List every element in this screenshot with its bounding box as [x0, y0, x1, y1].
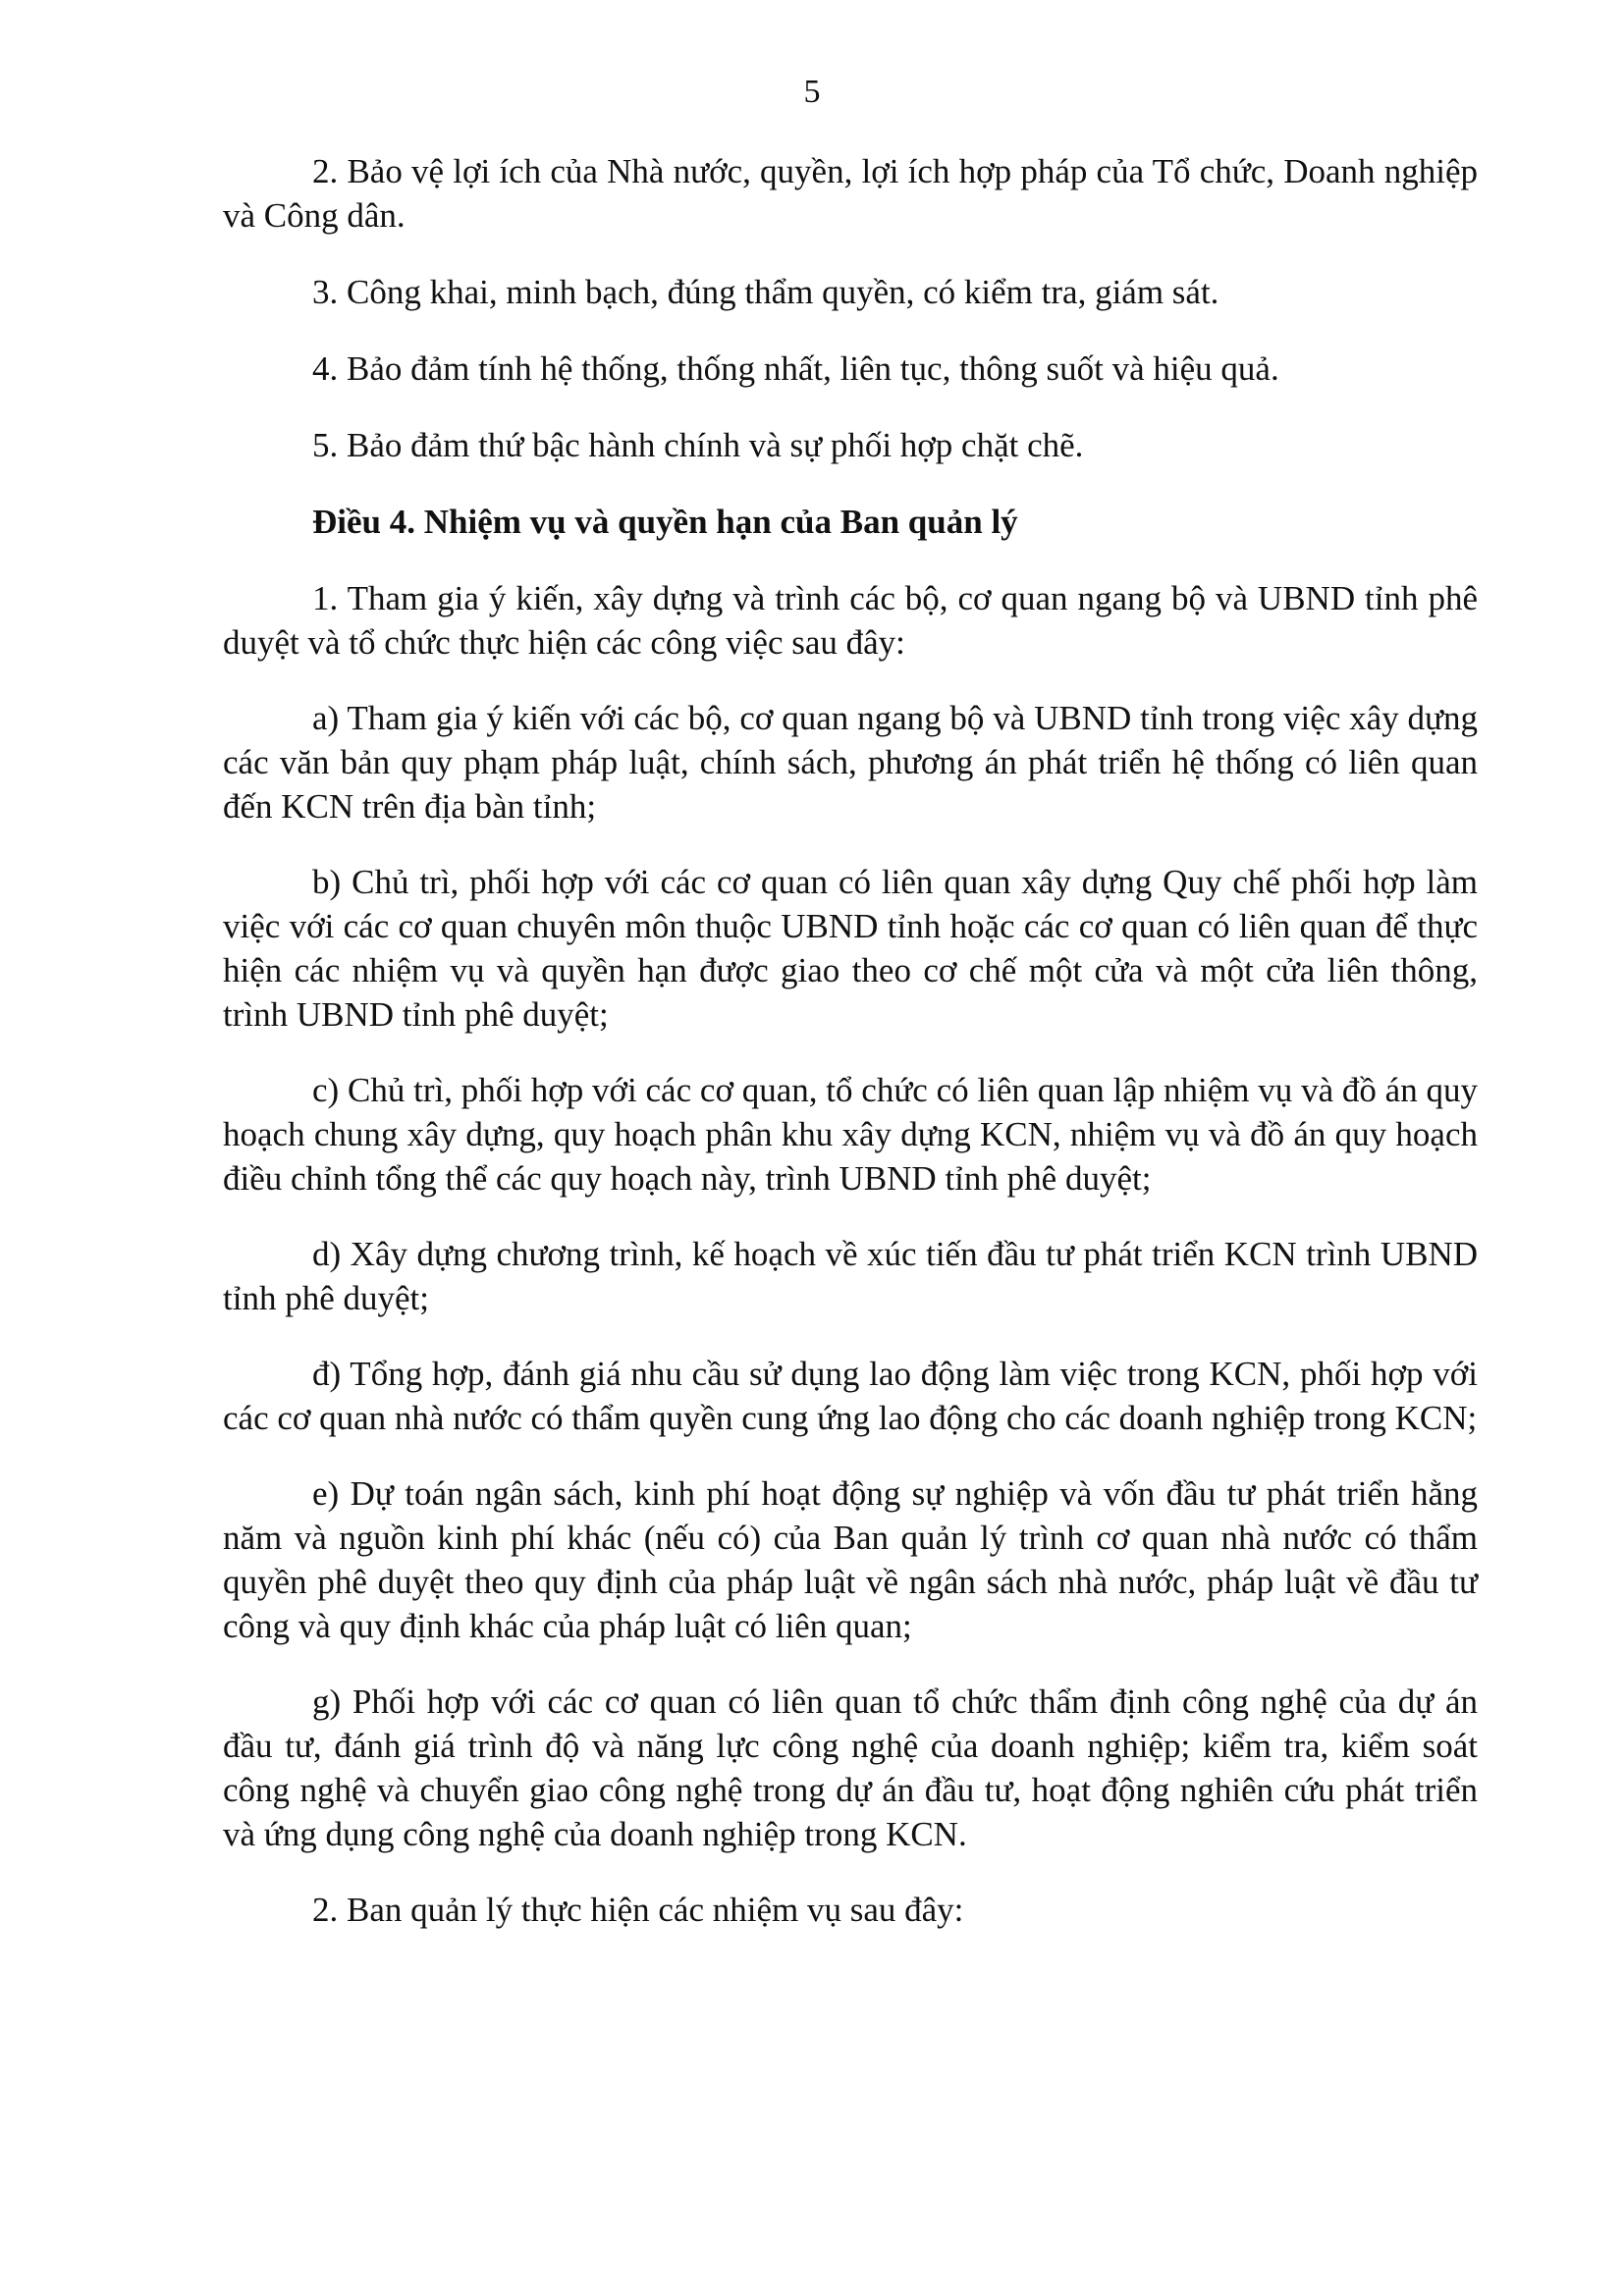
paragraph-item-dd: đ) Tổng hợp, đánh giá nhu cầu sử dụng lao động làm việc trong KCN, phối hợp với các cơ quan nhà nước có thẩm quyền cung ứng lao động cho các doanh nghiệp trong KCN; — [223, 1355, 1478, 1437]
paragraph-item-d: d) Xây dựng chương trình, kế hoạch về xúc tiến đầu tư phát triển KCN trình UBND tỉnh phê duyệt; — [223, 1235, 1478, 1317]
paragraph-item-e: e) Dự toán ngân sách, kinh phí hoạt động sự nghiệp và vốn đầu tư phát triển hằng năm và nguồn kinh phí khác (nếu có) của Ban quản lý trình cơ quan nhà nước có thẩm quyền phê duyệt theo quy định của pháp luật về ngân sách nhà nước, pháp luật về đầu tư công và quy định khác của pháp luật có liên quan; — [223, 1474, 1478, 1645]
paragraph-item-a: a) Tham gia ý kiến với các bộ, cơ quan ngang bộ và UBND tỉnh trong việc xây dựng các văn bản quy phạm pháp luật, chính sách, phương án phát triển hệ thống có liên quan đến KCN trên địa bàn tỉnh; — [223, 699, 1478, 826]
page-number: 5 — [803, 74, 821, 110]
paragraph-clause-4: 4. Bảo đảm tính hệ thống, thống nhất, liên tục, thông suốt và hiệu quả. — [312, 349, 1279, 388]
document-body — [223, 149, 1478, 1964]
article-4-heading: Điều 4. Nhiệm vụ và quyền hạn của Ban quản lý — [312, 503, 1018, 541]
paragraph-clause-2: 2. Bảo vệ lợi ích của Nhà nước, quyền, lợi ích hợp pháp của Tổ chức, Doanh nghiệp và Công dân. — [223, 152, 1478, 235]
paragraph-section-2: 2. Ban quản lý thực hiện các nhiệm vụ sau đây: — [312, 1891, 964, 1929]
paragraph-item-g: g) Phối hợp với các cơ quan có liên quan tổ chức thẩm định công nghệ của dự án đầu tư, đánh giá trình độ và năng lực công nghệ của doanh nghiệp; kiểm tra, kiểm soát công nghệ và chuyển giao công nghệ trong dự án đầu tư, hoạt động nghiên cứu phát triển và ứng dụng công nghệ của doanh nghiệp trong KCN. — [223, 1682, 1478, 1853]
paragraph-clause-3: 3. Công khai, minh bạch, đúng thẩm quyền, có kiểm tra, giám sát. — [312, 273, 1219, 311]
paragraph-clause-5: 5. Bảo đảm thứ bậc hành chính và sự phối hợp chặt chẽ. — [312, 426, 1084, 464]
paragraph-section-1: 1. Tham gia ý kiến, xây dựng và trình các bộ, cơ quan ngang bộ và UBND tỉnh phê duyệt và tổ chức thực hiện các công việc sau đây: — [223, 579, 1478, 662]
paragraph-item-c: c) Chủ trì, phối hợp với các cơ quan, tổ chức có liên quan lập nhiệm vụ và đồ án quy hoạch chung xây dựng, quy hoạch phân khu xây dựng KCN, nhiệm vụ và đồ án quy hoạch điều chỉnh tổng thể các quy hoạch này, trình UBND tỉnh phê duyệt; — [223, 1071, 1478, 1198]
paragraph-item-b: b) Chủ trì, phối hợp với các cơ quan có liên quan xây dựng Quy chế phối hợp làm việc với các cơ quan chuyên môn thuộc UBND tỉnh hoặc các cơ quan có liên quan để thực hiện các nhiệm vụ và quyền hạn được giao theo cơ chế một cửa và một cửa liên thông, trình UBND tỉnh phê duyệt; — [223, 863, 1478, 1034]
